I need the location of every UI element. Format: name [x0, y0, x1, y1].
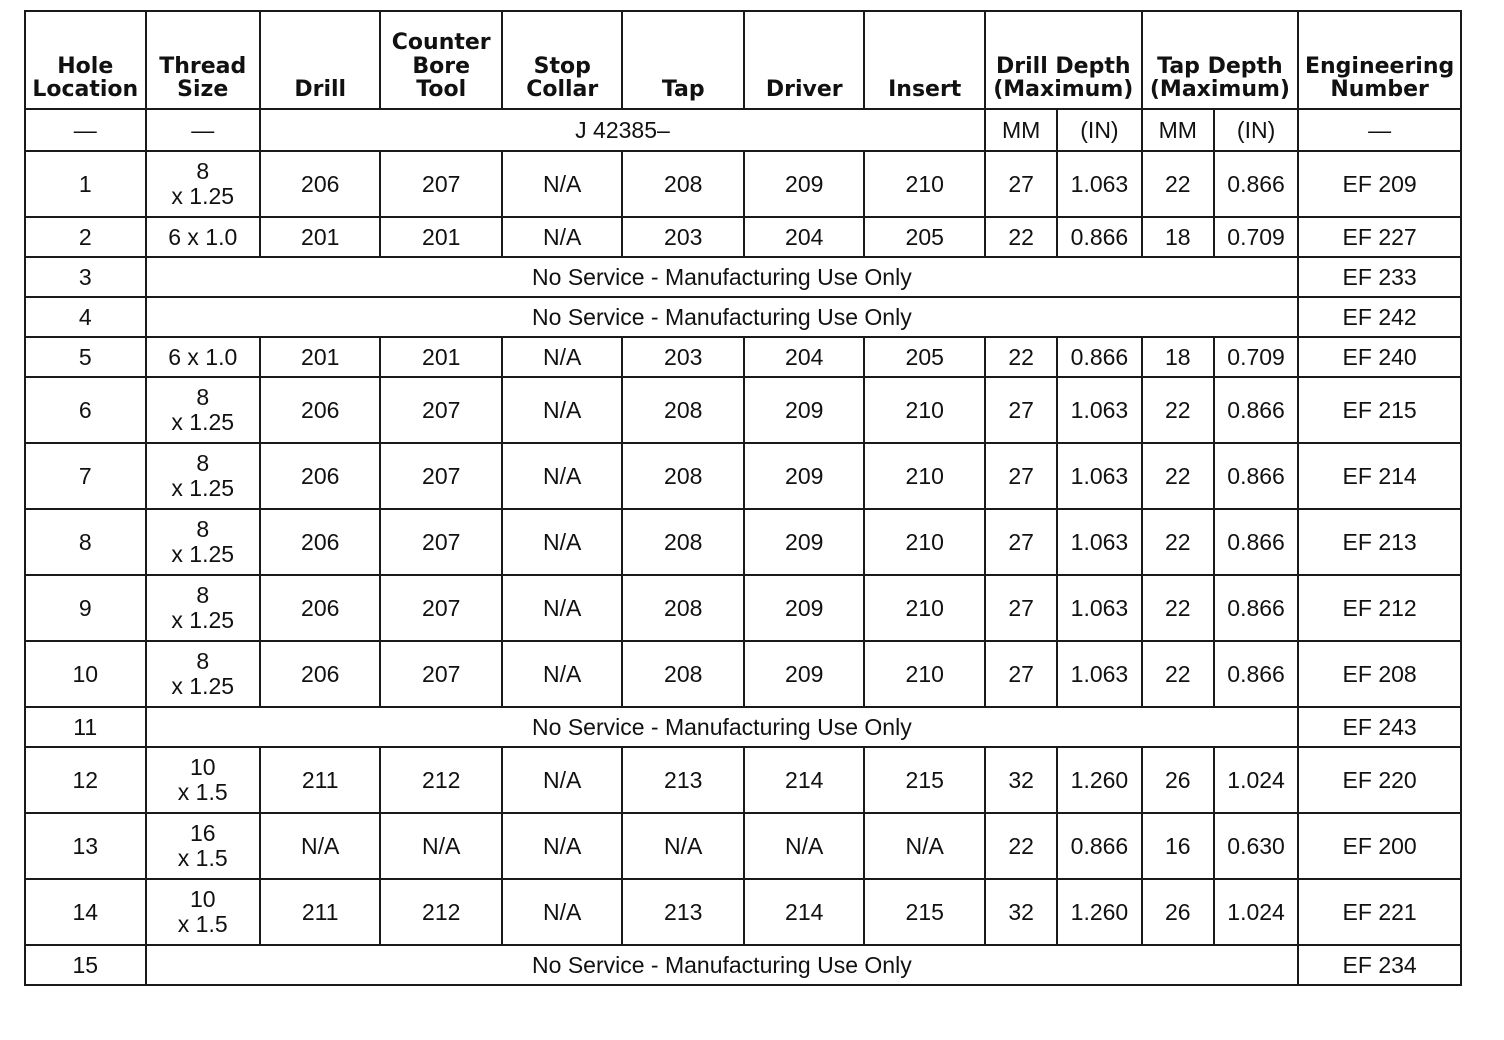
stop-collar-cell: N/A — [502, 337, 623, 377]
insert-cell: 210 — [864, 641, 985, 707]
tap-cell: 208 — [622, 443, 744, 509]
hole-location-cell: 1 — [25, 151, 146, 217]
drill-depth-in-cell: 0.866 — [1057, 813, 1141, 879]
header-drill — [260, 11, 381, 109]
hole-location-cell: 12 — [25, 747, 146, 813]
tap-cell: 208 — [622, 151, 744, 217]
engineering-number-cell: EF 214 — [1298, 443, 1461, 509]
engineering-number-cell: EF 243 — [1298, 707, 1461, 747]
table-row — [25, 747, 1461, 813]
drill-cell: 211 — [260, 747, 381, 813]
tap-depth-mm-cell: 18 — [1142, 217, 1214, 257]
engineering-number-cell: EF 208 — [1298, 641, 1461, 707]
drill-depth-in-cell: 1.063 — [1057, 443, 1141, 509]
table-row — [25, 217, 1461, 257]
stop-collar-cell: N/A — [502, 747, 623, 813]
tap-depth-mm-cell: 26 — [1142, 747, 1214, 813]
hole-location-cell: 13 — [25, 813, 146, 879]
header-thread-size-label: Thread Size — [159, 53, 247, 103]
tap-depth-in-cell: 0.709 — [1214, 217, 1298, 257]
hole-location-cell: 11 — [25, 707, 146, 747]
drill-cell: 201 — [260, 337, 381, 377]
stop-collar-cell: N/A — [502, 151, 623, 217]
engineering-number-cell: EF 209 — [1298, 151, 1461, 217]
units-tap-mm: MM — [1142, 109, 1214, 151]
driver-cell: 209 — [744, 509, 865, 575]
engineering-number-cell: EF 215 — [1298, 377, 1461, 443]
units-eng: — — [1298, 109, 1461, 151]
table-row — [25, 641, 1461, 707]
header-counter-bore-tool-label: Counter Bore Tool — [391, 29, 491, 103]
header-tap-depth — [1142, 11, 1299, 109]
drill-depth-mm-cell: 27 — [985, 641, 1057, 707]
units-row — [25, 109, 1461, 151]
tap-depth-in-cell: 0.709 — [1214, 337, 1298, 377]
thread-size-cell: 6 x 1.0 — [146, 217, 260, 257]
stop-collar-cell: N/A — [502, 641, 623, 707]
counter-bore-tool-cell: 201 — [380, 337, 502, 377]
engineering-number-cell: EF 242 — [1298, 297, 1461, 337]
units-drill-mm: MM — [985, 109, 1057, 151]
thread-size-cell: 10 x 1.5 — [146, 747, 260, 813]
tap-depth-in-cell: 1.024 — [1214, 747, 1298, 813]
driver-cell: 214 — [744, 747, 865, 813]
hole-location-cell: 14 — [25, 879, 146, 945]
drill-depth-in-cell: 0.866 — [1057, 217, 1141, 257]
units-hole: — — [25, 109, 146, 151]
driver-cell: 209 — [744, 641, 865, 707]
counter-bore-tool-cell: 212 — [380, 879, 502, 945]
tap-depth-in-cell: 0.866 — [1214, 641, 1298, 707]
tap-depth-mm-cell: 22 — [1142, 443, 1214, 509]
header-insert-label: Insert — [888, 77, 962, 103]
table-row — [25, 575, 1461, 641]
hole-location-cell: 4 — [25, 297, 146, 337]
units-tap-in: (IN) — [1214, 109, 1298, 151]
thread-size-cell: 8 x 1.25 — [146, 509, 260, 575]
tap-cell: 208 — [622, 641, 744, 707]
header-hole-location — [25, 11, 146, 109]
drill-depth-in-cell: 1.063 — [1057, 151, 1141, 217]
no-service-cell: No Service - Manufacturing Use Only — [146, 707, 1299, 747]
counter-bore-tool-cell: 207 — [380, 575, 502, 641]
table-row — [25, 377, 1461, 443]
drill-depth-mm-cell: 22 — [985, 813, 1057, 879]
drill-cell: 206 — [260, 377, 381, 443]
drill-cell: 206 — [260, 509, 381, 575]
hole-location-cell: 15 — [25, 945, 146, 985]
header-drill-label: Drill — [294, 77, 347, 103]
units-drill-in: (IN) — [1057, 109, 1141, 151]
thread-size-cell: 16 x 1.5 — [146, 813, 260, 879]
driver-cell: 204 — [744, 337, 865, 377]
header-hole-location-label: Hole Location — [32, 53, 139, 103]
driver-cell: 209 — [744, 575, 865, 641]
tap-depth-mm-cell: 22 — [1142, 641, 1214, 707]
tap-depth-mm-cell: 22 — [1142, 377, 1214, 443]
driver-cell: 209 — [744, 151, 865, 217]
table-row — [25, 707, 1461, 747]
tap-depth-in-cell: 0.866 — [1214, 443, 1298, 509]
tap-cell: 213 — [622, 879, 744, 945]
tap-depth-in-cell: 0.866 — [1214, 377, 1298, 443]
drill-depth-mm-cell: 32 — [985, 747, 1057, 813]
counter-bore-tool-cell: 207 — [380, 641, 502, 707]
thread-size-cell: 8 x 1.25 — [146, 151, 260, 217]
insert-cell: 210 — [864, 151, 985, 217]
drill-cell: 206 — [260, 443, 381, 509]
drill-depth-mm-cell: 22 — [985, 337, 1057, 377]
header-drill-depth — [985, 11, 1142, 109]
tap-depth-in-cell: 0.866 — [1214, 575, 1298, 641]
table-row — [25, 509, 1461, 575]
drill-depth-in-cell: 0.866 — [1057, 337, 1141, 377]
hole-location-cell: 7 — [25, 443, 146, 509]
engineering-number-cell: EF 227 — [1298, 217, 1461, 257]
drill-depth-mm-cell: 27 — [985, 377, 1057, 443]
driver-cell: 209 — [744, 377, 865, 443]
drill-depth-mm-cell: 27 — [985, 443, 1057, 509]
thread-size-cell: 8 x 1.25 — [146, 575, 260, 641]
header-tap — [622, 11, 744, 109]
engineering-number-cell: EF 220 — [1298, 747, 1461, 813]
table-row — [25, 813, 1461, 879]
header-counter-bore-tool — [380, 11, 502, 109]
drill-cell: N/A — [260, 813, 381, 879]
insert-cell: 210 — [864, 509, 985, 575]
header-driver-label: Driver — [765, 77, 843, 103]
driver-cell: 214 — [744, 879, 865, 945]
hole-location-cell: 6 — [25, 377, 146, 443]
engineering-number-cell: EF 240 — [1298, 337, 1461, 377]
drill-cell: 211 — [260, 879, 381, 945]
drill-depth-mm-cell: 32 — [985, 879, 1057, 945]
hole-location-cell: 8 — [25, 509, 146, 575]
tap-cell: 203 — [622, 337, 744, 377]
engineering-number-cell: EF 212 — [1298, 575, 1461, 641]
drill-cell: 201 — [260, 217, 381, 257]
engineering-number-cell: EF 234 — [1298, 945, 1461, 985]
stop-collar-cell: N/A — [502, 217, 623, 257]
insert-cell: 210 — [864, 575, 985, 641]
insert-cell: 210 — [864, 377, 985, 443]
stop-collar-cell: N/A — [502, 443, 623, 509]
no-service-cell: No Service - Manufacturing Use Only — [146, 257, 1299, 297]
insert-cell: N/A — [864, 813, 985, 879]
header-stop-collar-label: Stop Collar — [526, 53, 599, 103]
thread-size-cell: 8 x 1.25 — [146, 377, 260, 443]
stop-collar-cell: N/A — [502, 377, 623, 443]
insert-cell: 215 — [864, 747, 985, 813]
header-driver — [744, 11, 865, 109]
header-row — [25, 11, 1461, 109]
tap-cell: N/A — [622, 813, 744, 879]
engineering-number-cell: EF 233 — [1298, 257, 1461, 297]
thread-size-cell: 6 x 1.0 — [146, 337, 260, 377]
insert-cell: 215 — [864, 879, 985, 945]
table-row — [25, 879, 1461, 945]
table-row — [25, 151, 1461, 217]
table-row — [25, 297, 1461, 337]
tap-depth-mm-cell: 18 — [1142, 337, 1214, 377]
driver-cell: N/A — [744, 813, 865, 879]
stop-collar-cell: N/A — [502, 879, 623, 945]
no-service-cell: No Service - Manufacturing Use Only — [146, 297, 1299, 337]
table-row — [25, 257, 1461, 297]
tap-cell: 208 — [622, 377, 744, 443]
tap-cell: 208 — [622, 575, 744, 641]
header-drill-depth-label: Drill Depth (Maximum) — [993, 53, 1134, 103]
drill-depth-in-cell: 1.063 — [1057, 377, 1141, 443]
table-row — [25, 945, 1461, 985]
header-engineering-number — [1298, 11, 1461, 109]
drill-cell: 206 — [260, 641, 381, 707]
tap-depth-mm-cell: 26 — [1142, 879, 1214, 945]
drill-cell: 206 — [260, 575, 381, 641]
tap-depth-mm-cell: 16 — [1142, 813, 1214, 879]
insert-cell: 205 — [864, 337, 985, 377]
tap-depth-in-cell: 1.024 — [1214, 879, 1298, 945]
header-stop-collar — [502, 11, 623, 109]
tap-depth-mm-cell: 22 — [1142, 509, 1214, 575]
header-engineering-number-label: Engineering Number — [1304, 53, 1455, 103]
drill-depth-in-cell: 1.063 — [1057, 641, 1141, 707]
engineering-number-cell: EF 213 — [1298, 509, 1461, 575]
tap-cell: 213 — [622, 747, 744, 813]
counter-bore-tool-cell: 212 — [380, 747, 502, 813]
hole-location-cell: 10 — [25, 641, 146, 707]
counter-bore-tool-cell: 207 — [380, 377, 502, 443]
driver-cell: 209 — [744, 443, 865, 509]
header-tap-depth-label: Tap Depth (Maximum) — [1149, 53, 1290, 103]
tap-depth-in-cell: 0.866 — [1214, 151, 1298, 217]
hole-location-cell: 5 — [25, 337, 146, 377]
tap-depth-in-cell: 0.866 — [1214, 509, 1298, 575]
thread-size-cell: 8 x 1.25 — [146, 641, 260, 707]
hole-location-cell: 2 — [25, 217, 146, 257]
header-insert — [864, 11, 985, 109]
stop-collar-cell: N/A — [502, 813, 623, 879]
drill-depth-in-cell: 1.260 — [1057, 879, 1141, 945]
drill-depth-mm-cell: 27 — [985, 151, 1057, 217]
counter-bore-tool-cell: 207 — [380, 509, 502, 575]
tap-depth-mm-cell: 22 — [1142, 575, 1214, 641]
counter-bore-tool-cell: 207 — [380, 151, 502, 217]
counter-bore-tool-cell: 207 — [380, 443, 502, 509]
hole-spec-table — [24, 10, 1462, 986]
engineering-number-cell: EF 200 — [1298, 813, 1461, 879]
tap-cell: 208 — [622, 509, 744, 575]
table-row — [25, 443, 1461, 509]
hole-location-cell: 3 — [25, 257, 146, 297]
no-service-cell: No Service - Manufacturing Use Only — [146, 945, 1299, 985]
engineering-number-cell: EF 221 — [1298, 879, 1461, 945]
drill-cell: 206 — [260, 151, 381, 217]
stop-collar-cell: N/A — [502, 575, 623, 641]
thread-size-cell: 10 x 1.5 — [146, 879, 260, 945]
tool-prefix: J 42385– — [260, 109, 985, 151]
insert-cell: 205 — [864, 217, 985, 257]
drill-depth-in-cell: 1.063 — [1057, 509, 1141, 575]
counter-bore-tool-cell: N/A — [380, 813, 502, 879]
drill-depth-mm-cell: 22 — [985, 217, 1057, 257]
stop-collar-cell: N/A — [502, 509, 623, 575]
tap-cell: 203 — [622, 217, 744, 257]
tap-depth-mm-cell: 22 — [1142, 151, 1214, 217]
thread-size-cell: 8 x 1.25 — [146, 443, 260, 509]
drill-depth-mm-cell: 27 — [985, 509, 1057, 575]
header-tap-label: Tap — [661, 77, 705, 103]
drill-depth-in-cell: 1.063 — [1057, 575, 1141, 641]
driver-cell: 204 — [744, 217, 865, 257]
tap-depth-in-cell: 0.630 — [1214, 813, 1298, 879]
insert-cell: 210 — [864, 443, 985, 509]
units-thread: — — [146, 109, 260, 151]
drill-depth-mm-cell: 27 — [985, 575, 1057, 641]
header-thread-size — [146, 11, 260, 109]
hole-location-cell: 9 — [25, 575, 146, 641]
counter-bore-tool-cell: 201 — [380, 217, 502, 257]
table-row — [25, 337, 1461, 377]
drill-depth-in-cell: 1.260 — [1057, 747, 1141, 813]
